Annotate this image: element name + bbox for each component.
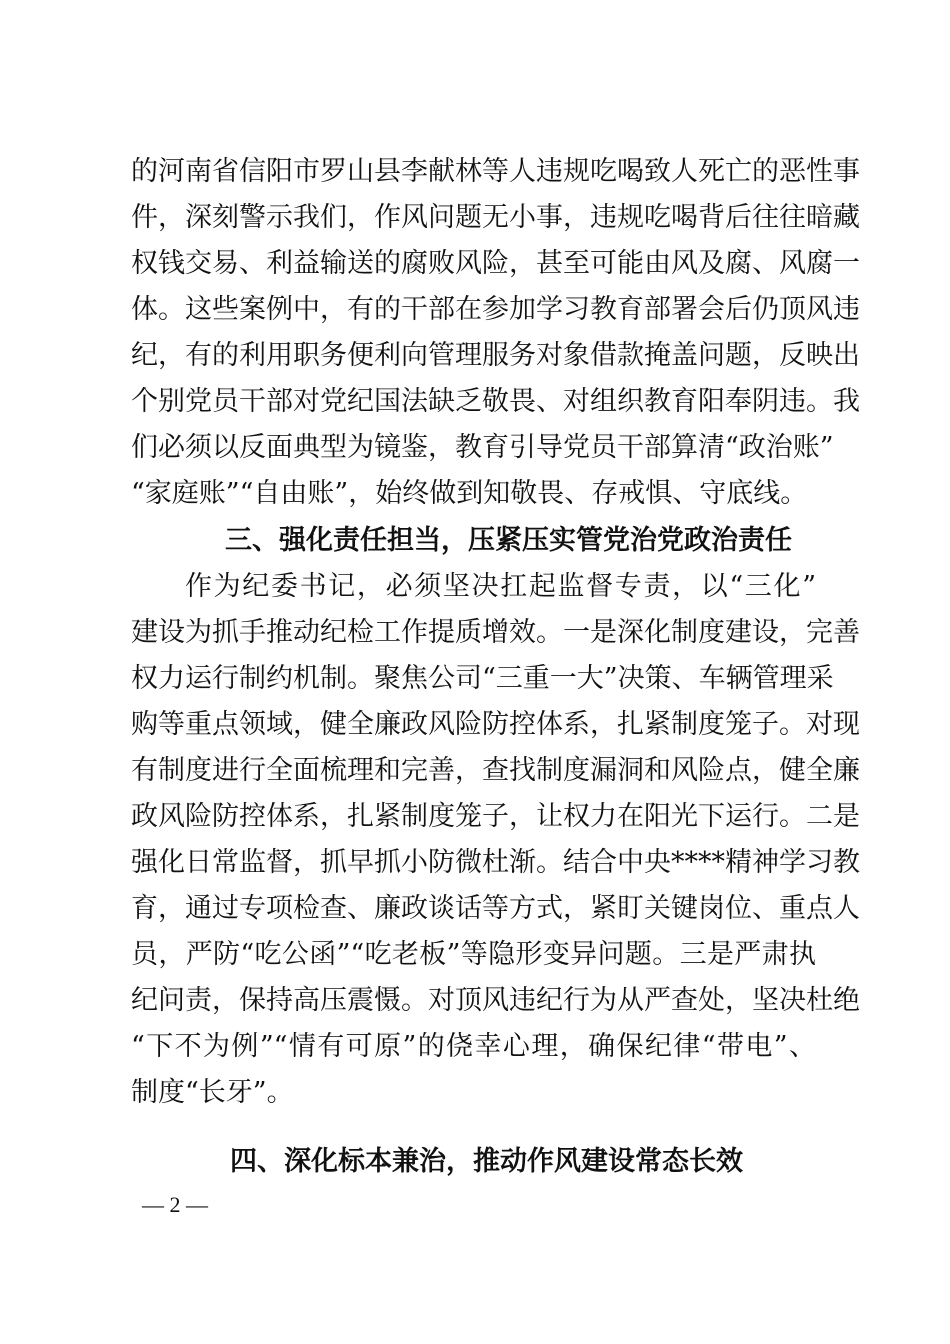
page-number: — 2 — [142, 1192, 208, 1217]
paragraph-line: 建设为抓手推动纪检工作提质增效。一是深化制度建设，完善 [131, 617, 860, 648]
paragraph-line: “下不为例”“情有可原”的侥幸心理，确保纪律“带电”、 [131, 1031, 816, 1062]
paragraph-line: 作为纪委书记，必须坚决扛起监督专责，以“三化” [185, 571, 816, 602]
paragraph-line: 权钱交易、利益输送的腐败风险，甚至可能由风及腐、风腐一 [131, 248, 860, 279]
paragraph-line: “家庭账”“自由账”，始终做到知敬畏、存戒惧、守底线。 [131, 478, 808, 509]
paragraph-line: 纪，有的利用职务便利向管理服务对象借款掩盖问题，反映出 [131, 340, 860, 371]
paragraph-line: 体。这些案例中，有的干部在参加学习教育部署会后仍顶风违 [131, 294, 860, 325]
paragraph-line: 们必须以反面典型为镜鉴，教育引导党员干部算清“政治账” [131, 432, 834, 463]
paragraph-line: 有制度进行全面梳理和完善，查找制度漏洞和风险点，健全廉 [131, 755, 860, 786]
paragraph-line: 的河南省信阳市罗山县李献林等人违规吃喝致人死亡的恶性事 [131, 156, 860, 187]
paragraph-line: 强化日常监督，抓早抓小防微杜渐。结合中央****精神学习教 [131, 847, 860, 878]
paragraph-line: 个别党员干部对党纪国法缺乏敬畏、对组织教育阳奉阴违。我 [131, 386, 860, 417]
paragraph-line: 政风险防控体系，扎紧制度笼子，让权力在阳光下运行。二是 [131, 801, 860, 832]
paragraph-line: 员，严防“吃公函”“吃老板”等隐形变异问题。三是严肃执 [131, 939, 816, 970]
section-heading-4: 四、深化标本兼治，推动作风建设常态长效 [230, 1146, 743, 1177]
paragraph-line: 育，通过专项检查、廉政谈话等方式，紧盯关键岗位、重点人 [131, 893, 860, 924]
paragraph-line: 件，深刻警示我们，作风问题无小事，违规吃喝背后往往暗藏 [131, 202, 860, 233]
paragraph-line: 纪问责，保持高压震慑。对顶风违纪行为从严查处，坚决杜绝 [131, 985, 860, 1016]
paragraph-line: 制度“长牙”。 [131, 1077, 294, 1108]
paragraph-line: 权力运行制约机制。聚焦公司“三重一大”决策、车辆管理采 [131, 663, 834, 694]
paragraph-line: 购等重点领域，健全廉政风险防控体系，扎紧制度笼子。对现 [131, 709, 860, 740]
section-heading-3: 三、强化责任担当，压紧压实管党治党政治责任 [225, 525, 792, 556]
